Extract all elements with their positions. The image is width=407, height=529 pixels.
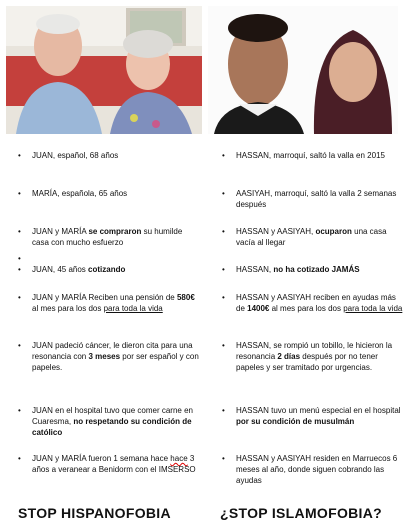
item-text-part: al mes para los dos <box>32 304 104 313</box>
item-text-part: JUAN en el hospital tuvo que comer carne en Cuaresma, <box>32 406 193 426</box>
right-item-text <box>236 405 404 427</box>
item-text-part: HASSAN y AASIYAH reciben en ayudas más de <box>236 293 396 313</box>
item-text-part: AASIYAH, marroquí, saltó la valla 2 semanas después <box>236 189 397 209</box>
bullet-icon: • <box>222 227 225 236</box>
item-text-part: por ser español y con papeles. <box>32 352 199 372</box>
item-text-part: 3 años a veranear a Benidorm con el IMSERSO <box>32 454 196 474</box>
left-item-text <box>32 405 200 438</box>
bullet-icon: • <box>222 151 225 160</box>
item-text-part: su humilde casa con mucho esfuerzo <box>32 227 183 247</box>
bullet-icon: • <box>222 189 225 198</box>
item-text-part: HASSAN y AASIYAH residen en Marruecos 6 meses al año, donde siguen cobrando las ayudas <box>236 454 398 485</box>
right-item-text <box>236 340 404 373</box>
right-item-text <box>236 226 404 248</box>
left-item-text <box>32 226 200 248</box>
item-text-part: JUAN y MARÍA Reciben una pensión de <box>32 293 177 302</box>
item-text-part: no respetando su condición de católico <box>32 417 192 437</box>
young-couple-photo <box>208 6 398 134</box>
item-text-part: se compraron <box>88 227 142 236</box>
elderly-couple-photo <box>6 6 202 134</box>
item-text-part: JUAN y MARÍA fueron 1 semana hace <box>32 454 171 463</box>
item-text-part: MARÍA, española, 65 años <box>32 189 128 198</box>
bullet-icon: • <box>18 265 21 274</box>
item-text-part: JUAN, español, 68 años <box>32 151 119 160</box>
item-text-part: 2 días <box>277 352 301 361</box>
item-text-part: por su condición de musulmán <box>236 417 355 426</box>
left-item-text <box>32 453 200 475</box>
item-text-part: 1400€ <box>247 304 270 313</box>
right-item-text <box>236 264 404 275</box>
footer-hispanofobia: STOP HISPANOFOBIA <box>18 505 171 521</box>
item-text-part: HASSAN tuvo un menú especial en el hospital <box>236 406 401 415</box>
item-text-part: HASSAN, <box>236 265 274 274</box>
item-text-part: no ha cotizado JAMÁS <box>273 265 360 274</box>
bullet-icon: • <box>18 151 21 160</box>
bullet-icon: • <box>222 454 225 463</box>
item-text-part: para toda la vida <box>343 304 403 313</box>
left-item-text <box>32 264 200 275</box>
bullet-icon: • <box>222 341 225 350</box>
item-text-part: JUAN, 45 años <box>32 265 89 274</box>
bullet-icon: • <box>18 454 21 463</box>
footer-islamofobia: ¿STOP ISLAMOFOBIA? <box>220 505 382 521</box>
bullet-icon: • <box>18 341 21 350</box>
item-text-part: HASSAN, se rompió un tobillo, le hicieron la resonancia <box>236 341 393 361</box>
item-text-part: ocuparon <box>315 227 352 236</box>
item-text-part: una casa vacía al llegar <box>236 227 387 247</box>
item-text-part: 580€ <box>176 293 195 302</box>
bullet-icon: • <box>222 406 225 415</box>
item-text-part: hace <box>170 454 188 463</box>
bullet-icon: • <box>18 227 21 236</box>
right-item-text <box>236 453 404 486</box>
item-text-part: JUAN padeció cáncer, le dieron cita para una resonancia con <box>32 341 193 361</box>
left-item-text <box>32 150 200 161</box>
left-item-text <box>32 188 200 199</box>
item-text-part: JUAN y MARÍA <box>32 227 89 236</box>
right-item-text <box>236 292 404 314</box>
right-item-text <box>236 150 404 161</box>
item-text-part: cotizando <box>88 265 126 274</box>
item-text-part: 3 meses <box>88 352 121 361</box>
item-text-part: para toda la vida <box>103 304 163 313</box>
bullet-icon: • <box>222 293 225 302</box>
bullet-icon: • <box>222 265 225 274</box>
bullet-icon: • <box>18 406 21 415</box>
left-item-text <box>32 340 200 373</box>
right-item-text <box>236 188 404 210</box>
item-text-part: al mes para los dos <box>269 304 344 313</box>
left-item-text <box>32 292 200 314</box>
item-text-part: después por no tener papeles y ser tramitado por urgencias. <box>236 352 378 372</box>
bullet-icon: • <box>18 293 21 302</box>
item-text-part: HASSAN, marroquí, saltó la valla en 2015 <box>236 151 385 160</box>
bullet-icon: • <box>18 254 21 263</box>
item-text-part: HASSAN y AASIYAH, <box>236 227 316 236</box>
bullet-icon: • <box>18 189 21 198</box>
